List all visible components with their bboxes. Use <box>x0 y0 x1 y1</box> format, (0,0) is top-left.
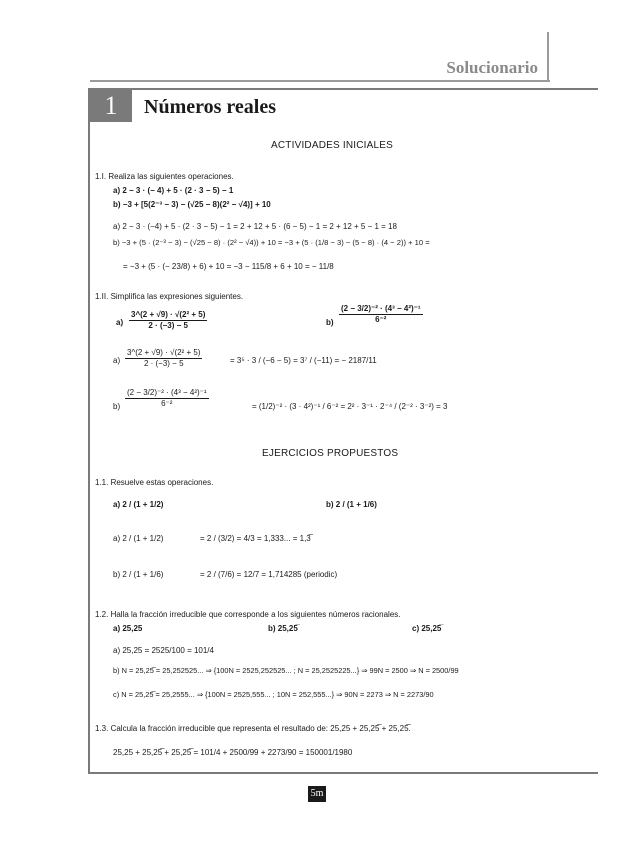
exercise-1I-prompt: 1.I. Realiza las siguientes operaciones. <box>95 172 234 181</box>
exercise-1-2-c: c) 25,25̅ <box>412 624 442 633</box>
exercise-1II-a-denominator: 2 · (−3) − 5 <box>129 320 207 331</box>
exercise-1I-solution-b2: = −3 + (5 · (− 23/8) + 6) + 10 = −3 − 115/8 + 6 + 10 = − 11/8 <box>123 262 334 271</box>
exercise-1II-b-denominator: 6⁻² <box>339 314 423 325</box>
exercise-1-2-solution-b: b) N = 25,25̅ = 25,252525... ⇒ {100N = 2525,252525... ; N = 25,2525225...} ⇒ 99N = 2500 ⇒ N = 2500/99 <box>113 666 459 675</box>
exercise-1II-solution-a: = 3⁵ · 3 / (−6 − 5) = 3⁷ / (−11) = − 2187/11 <box>230 356 377 365</box>
chapter-title: Números reales <box>144 96 277 118</box>
exercise-1II-solution-a-lhs <box>124 348 203 369</box>
section-initial-heading: ACTIVIDADES INICIALES <box>271 140 394 151</box>
exercise-1II-solution-a-label: a) <box>113 356 121 365</box>
brand-label: Solucionario <box>446 58 538 77</box>
exercise-1-1-prompt: 1.1. Resuelve estas operaciones. <box>95 478 214 487</box>
publisher-logo: 5m <box>308 786 326 802</box>
section-proposed-heading: EJERCICIOS PROPUESTOS <box>262 448 399 459</box>
exercise-1-1-a: a) 2 / (1 + 1/2) <box>113 500 164 509</box>
exercise-1-2-b: b) 25,25̅ <box>268 624 298 633</box>
exercise-1-1-b: b) 2 / (1 + 1/6) <box>326 500 377 509</box>
exercise-1I-a: a) 2 − 3 · (− 4) + 5 · (2 · 3 − 5) − 1 <box>113 186 234 195</box>
exercise-1II-solution-b: = (1/2)⁻² · (3 · 4²)⁻¹ / 6⁻² = 2² · 3⁻¹ · 2⁻⁴ / (2⁻² · 3⁻²) = 3 <box>252 402 448 411</box>
exercise-1-3-prompt: 1.3. Calcula la fracción irreducible que representa el resultado de: 25,25 + 25,25̅ + 25,25̅. <box>95 724 411 733</box>
exercise-1II-b-expression <box>338 304 424 325</box>
exercise-1-1-solution-a-label: a) 2 / (1 + 1/2) <box>113 534 164 543</box>
exercise-1II-a-numerator: 3^(2 + √9) · √(2² + 5) <box>131 310 206 319</box>
header-vertical-rule <box>547 32 549 82</box>
exercise-1-3-solution: 25,25 + 25,25̅ + 25,25̅ = 101/4 + 2500/99 + 2273/90 = 150001/1980 <box>113 748 353 757</box>
exercise-1-2-prompt: 1.2. Halla la fracción irreducible que corresponde a los siguientes números racionales. <box>95 610 401 619</box>
header-horizontal-rule <box>90 80 550 82</box>
exercise-1II-solution-a-num: 3^(2 + √9) · √(2² + 5) <box>127 348 201 357</box>
exercise-1II-prompt: 1.II. Simplifica las expresiones siguientes. <box>95 292 244 301</box>
exercise-1-2-a: a) 25,25 <box>113 624 143 633</box>
exercise-1II-solution-b-label: b) <box>113 402 121 411</box>
exercise-1-1-solution-b-label: b) 2 / (1 + 1/6) <box>113 570 164 579</box>
exercise-1-1-solution-a: = 2 / (3/2) = 4/3 = 1,333... = 1,3̅ <box>200 534 311 543</box>
exercise-1I-solution-b1: b) −3 + (5 · (2⁻³ − 3) − (√25 − 8) · (2² − √4)) + 10 = −3 + (5 · (1/8 − 3) − (5 − 8) · (4 − 2)) + 10 = <box>113 238 430 247</box>
exercise-1II-solution-a-den: 2 · (−3) − 5 <box>125 358 202 369</box>
exercise-1II-a-label: a) <box>116 318 124 327</box>
exercise-1II-solution-b-lhs <box>124 388 210 409</box>
exercise-1II-b-label: b) <box>326 318 334 327</box>
exercise-1II-solution-b-num: (2 − 3/2)⁻² · (4³ − 4²)⁻¹ <box>127 388 207 397</box>
exercise-1I-b: b) −3 + [5(2⁻³ − 3) − (√25 − 8)(2² − √4)] + 10 <box>113 200 271 209</box>
frame-top-rule <box>88 88 598 90</box>
exercise-1II-b-numerator: (2 − 3/2)⁻² · (4³ − 4²)⁻¹ <box>341 304 421 313</box>
exercise-1II-solution-b-den: 6⁻² <box>125 398 209 409</box>
exercise-1-2-solution-c: c) N = 25,25̅ = 25,2555... ⇒ {100N = 2525,555... ; 10N = 252,555...} ⇒ 90N = 2273 ⇒ N = 2273/90 <box>113 690 434 699</box>
chapter-number: 1 <box>90 90 132 122</box>
exercise-1-2-solution-a: a) 25,25 = 2525/100 = 101/4 <box>113 646 214 655</box>
exercise-1I-solution-a: a) 2 − 3 · (−4) + 5 · (2 · 3 − 5) − 1 = 2 + 12 + 5 · (6 − 5) − 1 = 2 + 12 + 5 − 1 = 18 <box>113 222 397 231</box>
exercise-1II-a-expression <box>128 310 208 331</box>
exercise-1-1-solution-b: = 2 / (7/6) = 12/7 = 1,714285 (periodic) <box>200 570 338 579</box>
frame-left-rule <box>88 88 90 774</box>
frame-bottom-rule <box>88 772 598 774</box>
